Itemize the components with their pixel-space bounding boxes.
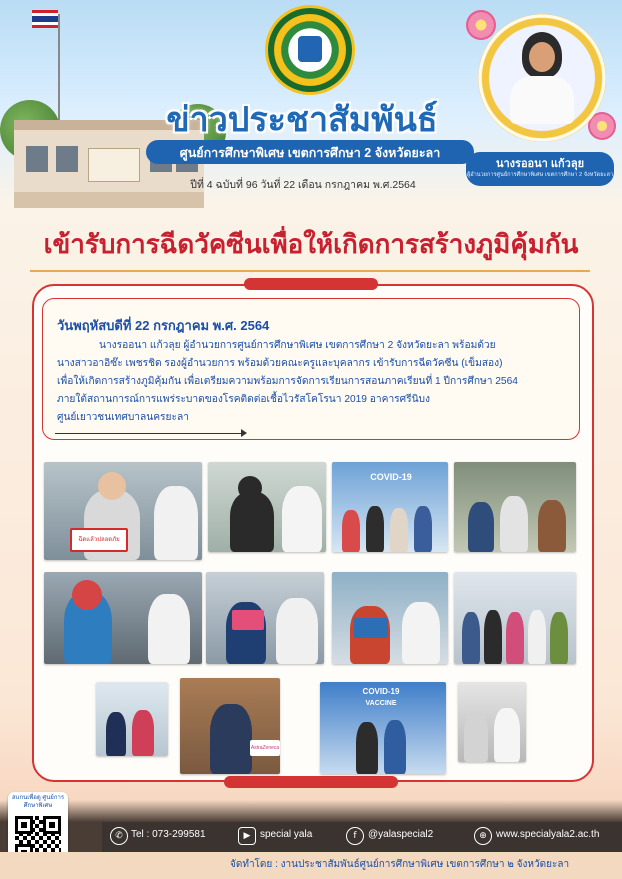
photo-nurse xyxy=(276,598,318,664)
newsletter-title: ข่าวประชาสัมพันธ์ xyxy=(166,100,438,140)
photo-person-head xyxy=(238,476,262,500)
photo-person xyxy=(500,496,528,552)
vaccination-photo[interactable] xyxy=(458,682,526,762)
emblem-center xyxy=(298,36,322,62)
photo-person-head xyxy=(98,472,126,500)
shield-sign: ฉีดแล้วปลอดภัย xyxy=(70,528,128,552)
photo-nurse xyxy=(282,486,322,552)
vaccine-sign xyxy=(354,618,388,638)
photo-person xyxy=(342,510,360,552)
qr-finder xyxy=(15,816,33,834)
photo-person xyxy=(384,720,406,774)
photo-person xyxy=(366,506,384,552)
astrazeneca-sign: AstraZeneca xyxy=(250,740,280,756)
article-body-line: ศูนย์เยาวชนเทศบาลนครยะลา xyxy=(57,412,189,423)
facebook-contact[interactable]: @yalaspecial2 xyxy=(368,829,434,840)
photo-person xyxy=(464,712,488,762)
photo-person xyxy=(484,610,502,664)
vaccination-photo[interactable] xyxy=(320,682,446,774)
photo-person xyxy=(468,502,494,552)
school-emblem-logo xyxy=(268,8,352,92)
flower-decoration xyxy=(466,10,496,40)
qr-finder xyxy=(43,816,61,834)
article-headline: เข้ารับการฉีดวัคซีนเพื่อให้เกิดการสร้างภูมิคุ้มกัน xyxy=(43,230,579,260)
article-body-line: เพื่อให้เกิดการสร้างภูมิคุ้มกัน เพื่อเตรียมความพร้อมการจัดการเรียนการสอนภาคเรียนที่ 1 ปีการศึกษา 2564 xyxy=(57,376,518,387)
photo-person xyxy=(106,712,126,756)
article-date: วันพฤหัสบดีที่ 22 กรกฎาคม พ.ศ. 2564 xyxy=(57,318,270,333)
vaccination-photo[interactable] xyxy=(208,462,326,552)
thai-flag-icon xyxy=(32,10,58,28)
phone-icon: ✆ xyxy=(110,827,128,845)
frame-top-ornament xyxy=(244,278,378,290)
photo-person xyxy=(210,704,252,774)
photo-person xyxy=(506,612,524,664)
photo-person xyxy=(132,710,154,756)
vaccination-photo[interactable] xyxy=(206,572,324,664)
qr-label: สแกนเพื่อดู ศูนย์การศึกษาพิเศษ xyxy=(11,795,65,809)
photo-person-head xyxy=(72,580,102,610)
newsletter-subtitle: ศูนย์การศึกษาพิเศษ เขตการศึกษา 2 จังหวัดยะลา xyxy=(179,146,441,160)
credit-text: จัดทำโดย : งานประชาสัมพันธ์ศูนย์การศึกษาพิเศษ เขตการศึกษา ๒ จังหวัดยะลา xyxy=(230,859,570,870)
vaccination-photo[interactable] xyxy=(44,572,202,664)
issue-line: ปีที่ 4 ฉบับที่ 96 วันที่ 22 เดือน กรกฎาคม พ.ศ.2564 xyxy=(190,179,416,191)
building-window xyxy=(26,146,48,172)
photo-nurse xyxy=(154,486,198,560)
director-name: นางรออนา แก้วลุย xyxy=(495,158,585,170)
article-text-box xyxy=(42,298,580,440)
portrait-face xyxy=(529,42,555,72)
headline-divider xyxy=(30,270,590,272)
photo-nurse xyxy=(402,602,440,664)
director-role: ผู้อำนวยการศูนย์การศึกษาพิเศษ เขตการศึกษา 2 จังหวัดยะลา xyxy=(466,172,614,178)
vaccine-sign xyxy=(232,610,264,630)
photo-person xyxy=(390,508,408,552)
building-window xyxy=(56,146,78,172)
flagpole xyxy=(58,14,60,134)
vaccination-photo[interactable] xyxy=(332,572,448,664)
website-link[interactable]: www.specialyala2.ac.th xyxy=(496,829,600,840)
covid-banner-text: COVID-19 xyxy=(370,472,412,482)
covid-banner-text: COVID-19 xyxy=(362,687,400,696)
vaccination-photo[interactable] xyxy=(180,678,280,774)
arrow-icon xyxy=(55,433,245,434)
photo-person xyxy=(414,506,432,552)
photo-person xyxy=(230,492,274,552)
article-body-line: นางสาวอาอิซ๊ะ เพชรชิด รองผู้อำนวยการ พร้อมด้วยคณะครูและบุคลากร เข้ารับการฉีดวัคซีน (เข็มสอง) xyxy=(57,358,503,369)
article-body-line: นางรออนา แก้วลุย ผู้อำนวยการศูนย์การศึกษาพิเศษ เขตการศึกษา 2 จังหวัดยะลา พร้อมด้วย xyxy=(99,340,496,351)
vaccination-photo[interactable] xyxy=(44,462,202,560)
globe-icon: ⊕ xyxy=(474,827,492,845)
vaccination-photo[interactable] xyxy=(96,682,168,756)
photo-person xyxy=(462,612,480,664)
facebook-icon: f xyxy=(346,827,364,845)
vaccination-photo[interactable] xyxy=(332,462,448,552)
frame-bottom-ornament xyxy=(224,776,398,788)
director-portrait xyxy=(478,14,606,142)
vaccination-photo[interactable] xyxy=(454,572,576,664)
photo-nurse xyxy=(494,708,520,762)
youtube-icon: ▶ xyxy=(238,827,256,845)
photo-person xyxy=(528,610,546,664)
vaccination-photo[interactable] xyxy=(454,462,576,552)
photo-person xyxy=(550,612,568,664)
building-sign xyxy=(88,148,140,182)
photo-nurse xyxy=(148,594,190,664)
photo-person xyxy=(356,722,378,774)
article-body-line: ภายใต้สถานการณ์การแพร่ระบาดของโรคติดต่อเชื้อไวรัสโคโรนา 2019 อาคารศรีนิบง xyxy=(57,394,430,405)
portrait-uniform xyxy=(510,76,574,124)
photo-person xyxy=(538,500,566,552)
phone-contact[interactable]: Tel : 073-299581 xyxy=(131,829,206,840)
youtube-contact[interactable]: special yala xyxy=(260,829,313,840)
vaccine-banner-text: VACCINE xyxy=(365,700,397,707)
